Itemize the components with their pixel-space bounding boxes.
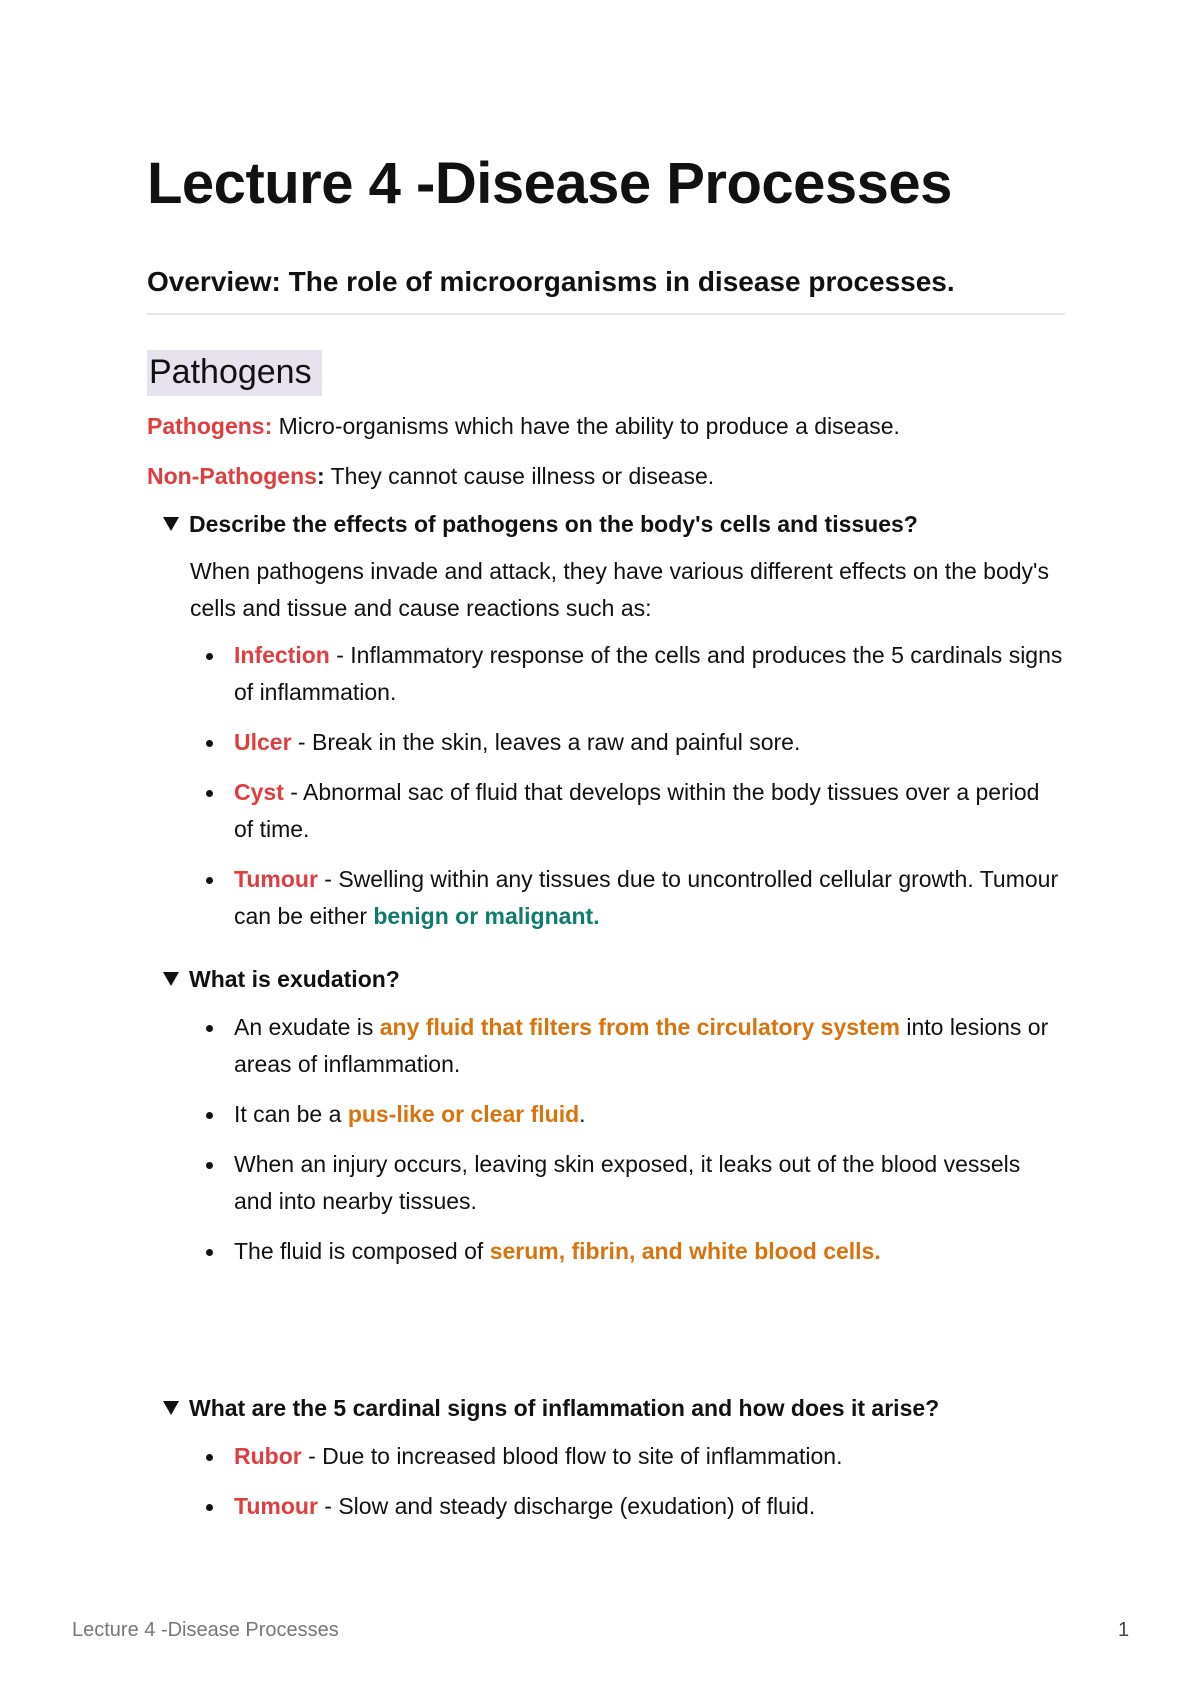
toggle-question: What are the 5 cardinal signs of inflammation and how does it arise?	[189, 1395, 940, 1421]
toggle-body	[190, 1009, 1063, 1270]
page-title: Lecture 4 -Disease Processes	[147, 151, 952, 216]
list-item	[190, 1096, 1063, 1133]
term: Rubor	[234, 1443, 302, 1469]
term: Pathogens:	[147, 413, 273, 439]
toggle-question: What is exudation?	[189, 966, 400, 992]
item-text: The fluid is composed of	[234, 1238, 490, 1264]
term: Ulcer	[234, 729, 292, 755]
item-text: - Swelling within any tissues due to uncontrolled cellular growth. Tumour can be either	[234, 866, 1059, 929]
toggle-effects-of-pathogens	[163, 507, 1063, 948]
divider	[147, 313, 1065, 315]
bullet-list	[190, 637, 1063, 935]
highlight: benign or malignant.	[373, 903, 600, 929]
definition-pathogens	[147, 408, 1065, 444]
item-text: - Due to increased blood flow to site of inflammation.	[301, 1443, 843, 1469]
list-item	[190, 774, 1063, 848]
term: Tumour	[234, 866, 318, 892]
item-text: - Slow and steady discharge (exudation) of fluid.	[317, 1493, 816, 1519]
item-text: When an injury occurs, leaving skin exposed, it leaks out of the blood vessels and into nearby tissues.	[234, 1151, 1021, 1214]
term: Infection	[234, 642, 330, 668]
item-text: - Inflammatory response of the cells and produces the 5 cardinals signs of inflammation.	[234, 642, 1063, 705]
toggle-body	[190, 1438, 1063, 1525]
definitions	[147, 408, 1065, 508]
colon: :	[316, 463, 325, 489]
overview-heading: Overview: The role of microorganisms in disease processes.	[147, 266, 955, 297]
item-text: - Break in the skin, leaves a raw and painful sore.	[291, 729, 801, 755]
item-text: An exudate is	[234, 1014, 380, 1040]
list-item	[190, 724, 1063, 761]
list-item	[190, 1146, 1063, 1220]
term: Tumour	[234, 1493, 318, 1519]
bullet-list	[190, 1438, 1063, 1525]
toggle-exudation	[163, 962, 1063, 1283]
bullet-list	[190, 1009, 1063, 1270]
list-item	[190, 1438, 1063, 1475]
list-item	[190, 1233, 1063, 1270]
highlight: pus-like or clear fluid	[347, 1101, 580, 1127]
toggle-header[interactable]	[163, 1391, 1063, 1425]
item-text: .	[579, 1101, 586, 1127]
highlight: serum, fibrin, and white blood cells.	[489, 1238, 881, 1264]
triangle-down-icon[interactable]	[163, 1401, 179, 1415]
item-text: It can be a	[234, 1101, 348, 1127]
intro-paragraph: When pathogens invade and attack, they have various different effects on the body's cells and tissue and cause reactions such as:	[190, 558, 1049, 621]
toggle-question: Describe the effects of pathogens on the body's cells and tissues?	[189, 511, 918, 537]
page-number: 1	[1118, 1619, 1130, 1641]
highlight: any fluid that filters from the circulatory system	[379, 1014, 900, 1040]
list-item	[190, 637, 1063, 711]
toggle-header[interactable]	[163, 507, 1063, 541]
definition-text: They cannot cause illness or disease.	[324, 463, 715, 489]
definition-non-pathogens	[147, 458, 1065, 494]
item-text: - Abnormal sac of fluid that develops within the body tissues over a period of time.	[234, 779, 1040, 842]
list-item	[190, 1009, 1063, 1083]
section-heading-pathogens: Pathogens	[147, 350, 322, 396]
toggle-body	[190, 553, 1063, 935]
list-item	[190, 861, 1063, 935]
triangle-down-icon[interactable]	[163, 972, 179, 986]
footer-title: Lecture 4 -Disease Processes	[72, 1619, 339, 1641]
list-item	[190, 1488, 1063, 1525]
item-text: into lesions or areas of inflammation.	[234, 1014, 1049, 1077]
toggle-header[interactable]	[163, 962, 1063, 996]
term: Non-Pathogens	[147, 463, 317, 489]
triangle-down-icon[interactable]	[163, 517, 179, 531]
term: Cyst	[234, 779, 284, 805]
definition-text: Micro-organisms which have the ability to produce a disease.	[272, 413, 900, 439]
toggle-cardinal-signs	[163, 1391, 1063, 1538]
